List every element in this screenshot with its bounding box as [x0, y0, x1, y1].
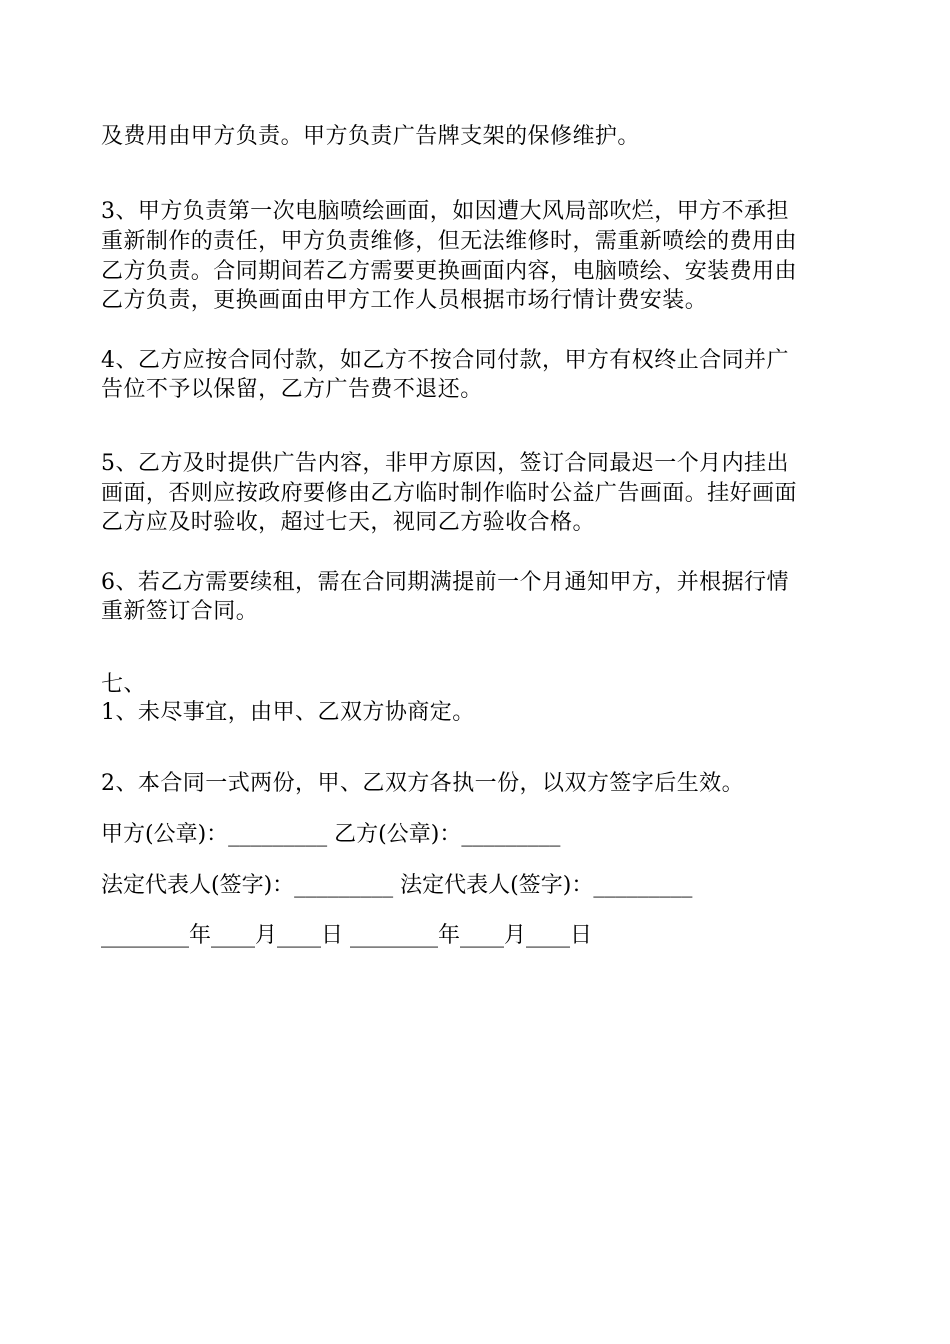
clause-3-line-4: 乙方负责，更换画面由甲方工作人员根据市场行情计费安装。 [101, 288, 708, 313]
section-7-item-1: 1、未尽事宜，由甲、乙双方协商定。 [101, 700, 475, 725]
clause-5-line-1: 5、乙方及时提供广告内容，非甲方原因，签订合同最迟一个月内挂出 [101, 451, 789, 476]
clause-6-line-2: 重新签订合同。 [101, 599, 259, 624]
seal-signature-line: 甲方(公章)：_________ 乙方(公章)：_________ [101, 822, 561, 847]
clause-3-line-1: 3、甲方负责第一次电脑喷绘画面，如因遭大风局部吹烂，甲方不承担 [101, 199, 789, 224]
date-line: ________年____月____日 ________年____月____日 [101, 923, 592, 948]
clause-4-line-2: 告位不予以保留，乙方广告费不退还。 [101, 377, 483, 402]
clause-3-line-3: 乙方负责。合同期间若乙方需要更换画面内容，电脑喷绘、安装费用由 [101, 259, 797, 284]
representative-signature-line: 法定代表人(签字)：_________ 法定代表人(签字)：_________ [101, 873, 693, 898]
section-7-heading: 七、 [101, 672, 146, 697]
section-7-item-2: 2、本合同一式两份，甲、乙双方各执一份，以双方签字后生效。 [101, 771, 745, 796]
clause-5-line-2: 画面，否则应按政府要修由乙方临时制作临时公益广告画面。挂好画面 [101, 481, 797, 506]
paragraph-2-continuation: 及费用由甲方负责。甲方负责广告牌支架的保修维护。 [101, 124, 640, 149]
clause-3-line-2: 重新制作的责任，甲方负责维修，但无法维修时，需重新喷绘的费用由 [101, 229, 797, 254]
clause-6-line-1: 6、若乙方需要续租，需在合同期满提前一个月通知甲方，并根据行情 [101, 570, 789, 595]
clause-4-line-1: 4、乙方应按合同付款，如乙方不按合同付款，甲方有权终止合同并广 [101, 348, 789, 373]
clause-5-line-3: 乙方应及时验收，超过七天，视同乙方验收合格。 [101, 510, 595, 535]
